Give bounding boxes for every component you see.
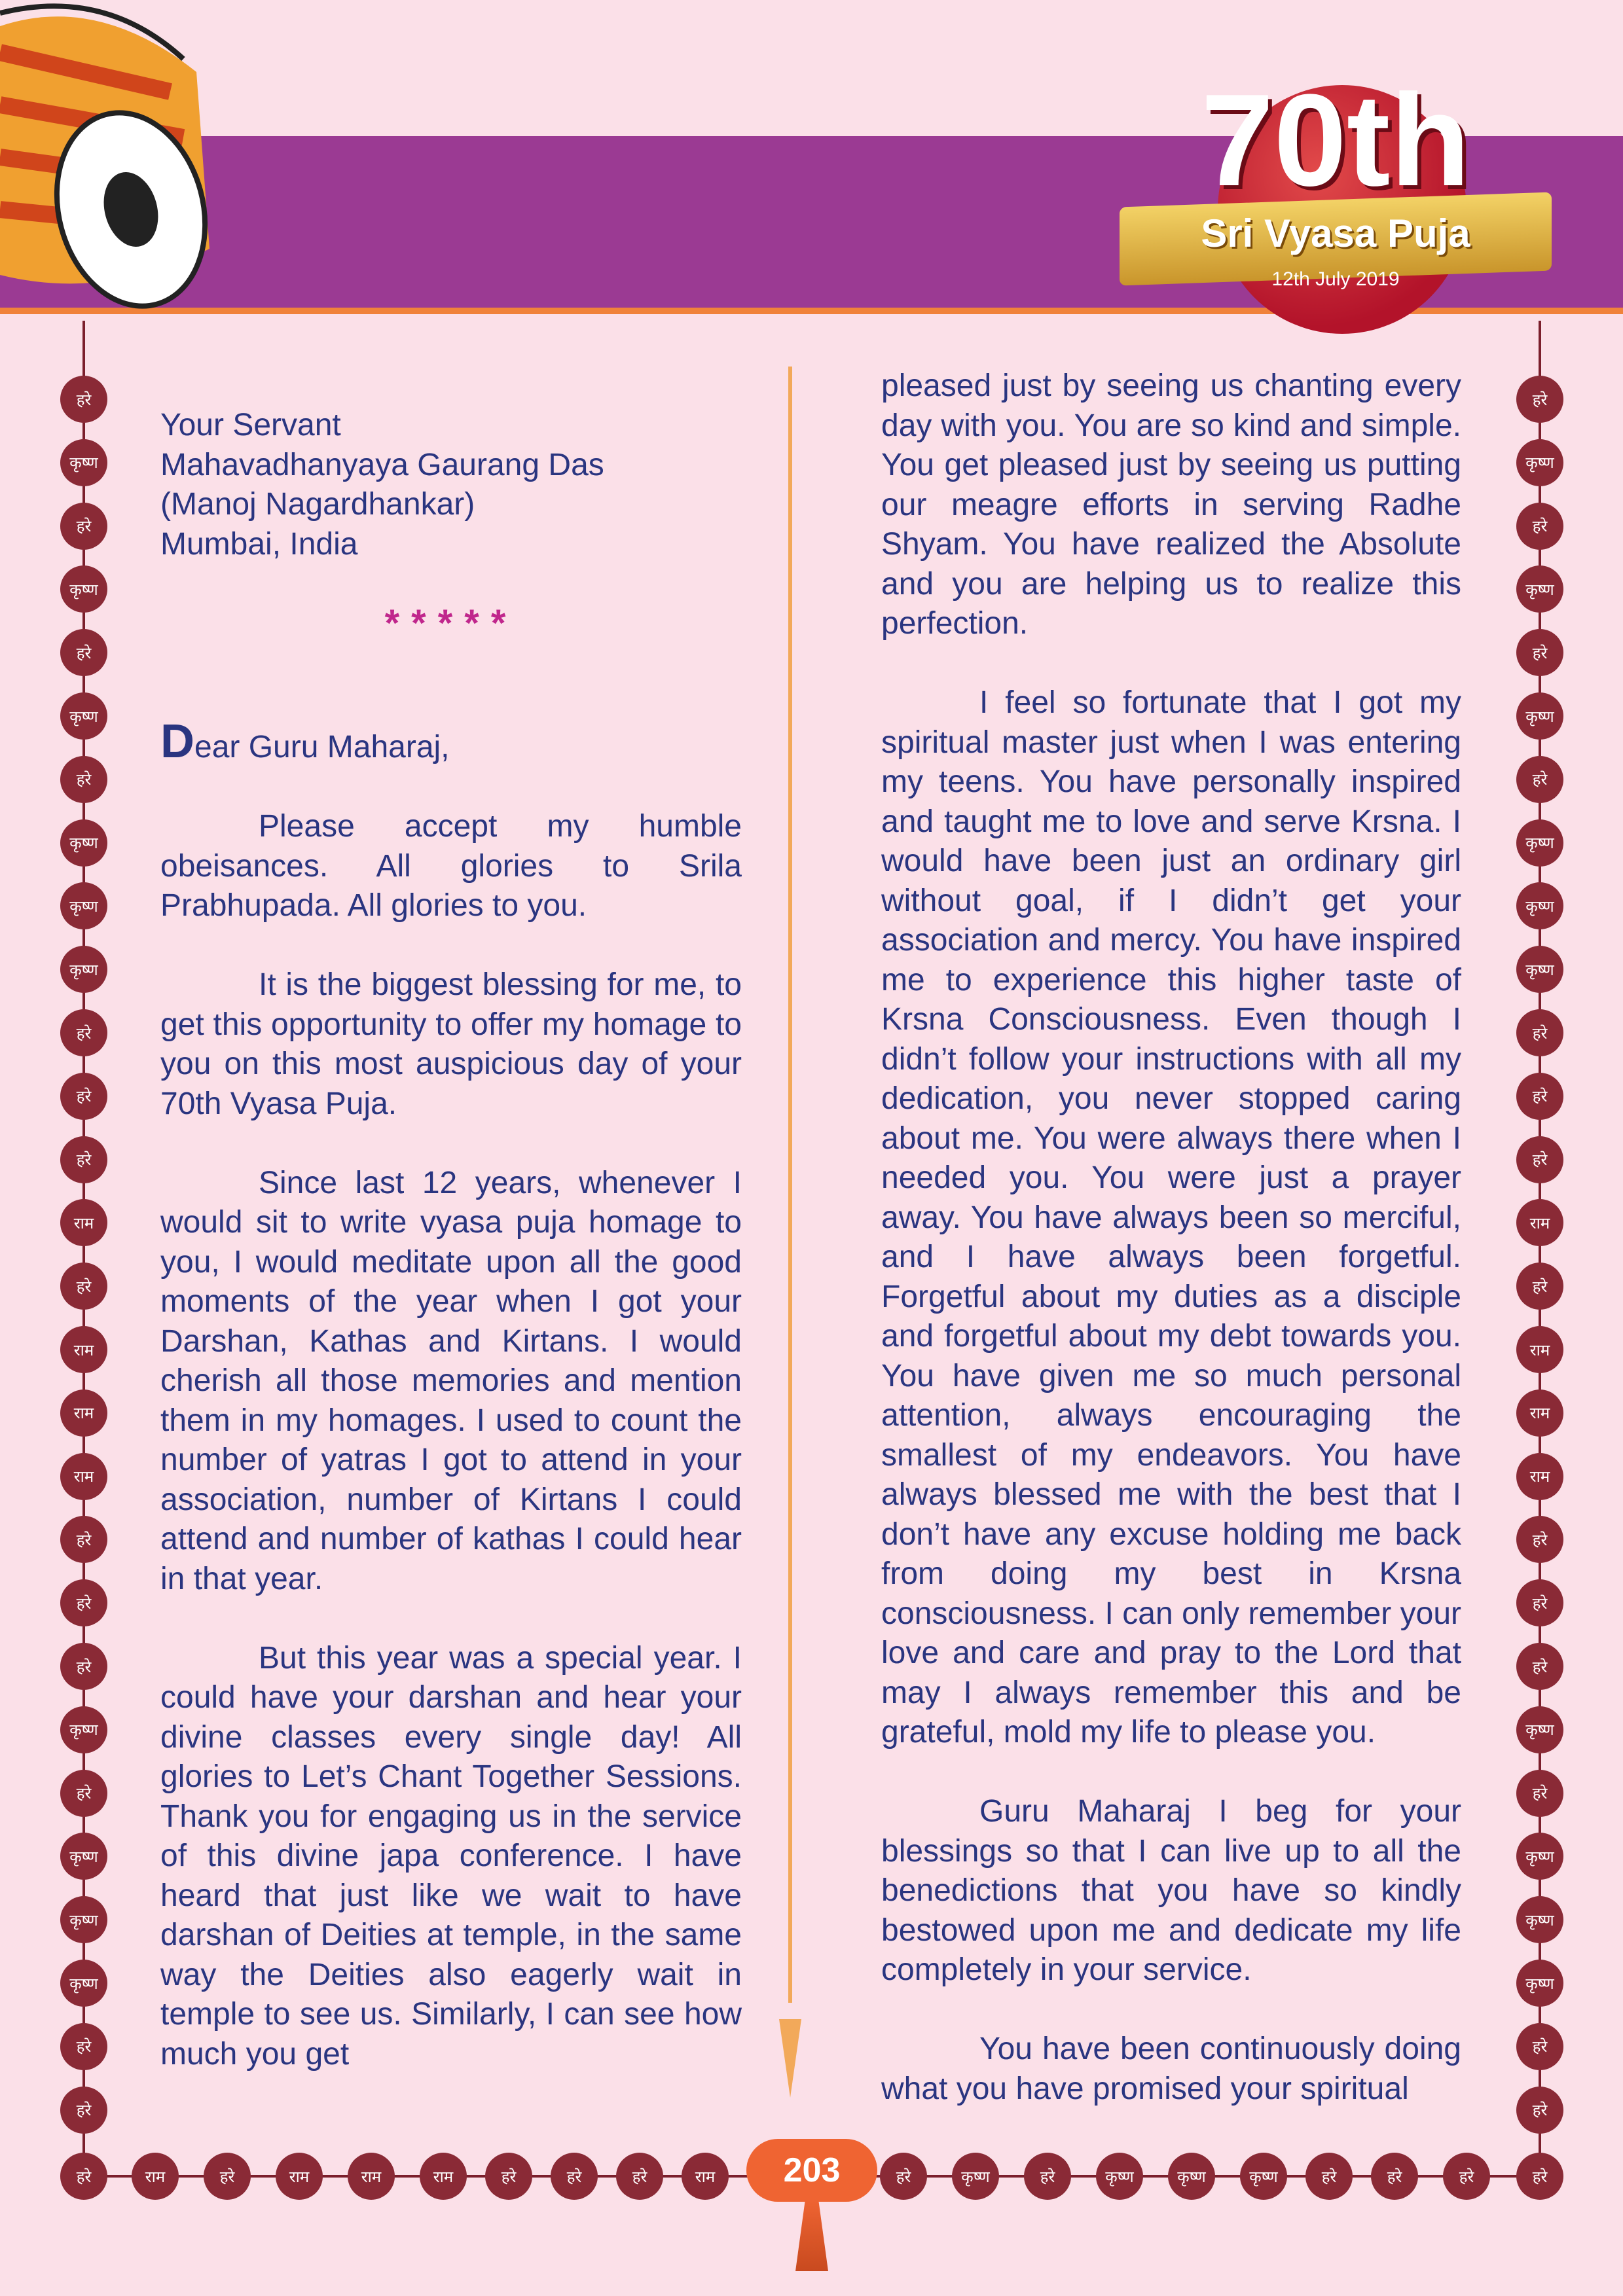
bead-right: हरे [1516, 1009, 1563, 1056]
bead-left: कृष्ण [60, 819, 107, 867]
bead-left: हरे [60, 1579, 107, 1626]
salutation: Dear Guru Maharaj, [160, 715, 450, 768]
bead-bottom: राम [682, 2153, 729, 2200]
bead-bottom: राम [420, 2153, 467, 2200]
bead-left: राम [60, 1199, 107, 1246]
bead-right: हरे [1516, 629, 1563, 676]
bead-bottom: हरे [551, 2153, 598, 2200]
bead-right: हरे [1516, 1136, 1563, 1183]
badge-number: 70th [1201, 67, 1470, 213]
bead-left: कृष्ण [60, 565, 107, 613]
bead-bottom: हरे [1443, 2153, 1490, 2200]
bead-right: हरे [1516, 2023, 1563, 2070]
left-column [160, 406, 742, 2114]
bead-right: कृष्ण [1516, 819, 1563, 867]
paragraph: I feel so fortunate that I got my spiritual master just when I was entering my teens. You have personally inspired and taught me to love and serve Krsna. I would have been just an ordinary girl without goal, if I didn’t get your association and mercy. You have inspired me to experience this higher taste of Krsna Consciousness. Even though I didn’t follow your instructions with all my dedication, you never stopped caring about me. You were always there when I needed you. You were just a prayer away. You have always been so merciful, and I have always been forgetful. Forgetful about my duties as a disciple and forgetful about my debt towards you. You have given me so much personal attention, always encouraging the smallest of my endeavors. You have always blessed me with the best that I don’t have any excuse holding me back from doing my best in Krsna consciousness. I can only remember your love and care and pray to the Lord that may I always remember this and be grateful, mold my life to please you. [881, 685, 1461, 1749]
paragraph-continued: pleased just by seeing us chanting every day with you. You are so kind and simple. You get pleased just by seeing us putting our meagre efforts in serving Radhe Shyam. You have realized the Absolute and you are helping us to realize this perfection. [881, 368, 1461, 641]
right-column [881, 367, 1461, 2149]
bead-right: कृष्ण [1516, 882, 1563, 929]
bead-left: हरे [60, 1516, 107, 1563]
page-number: 203 [746, 2139, 877, 2202]
bead-left: कृष्ण [60, 692, 107, 740]
bead-right: राम [1516, 1326, 1563, 1373]
separator-stars: ***** [384, 601, 518, 645]
bead-left: कृष्ण [60, 1896, 107, 1943]
bead-right: हरे [1516, 376, 1563, 423]
mridanga-drum-icon [0, 0, 275, 314]
bead-right: कृष्ण [1516, 1896, 1563, 1943]
paragraph: Please accept my humble obeisances. All glories to Srila Prabhupada. All glories to you. [160, 809, 742, 923]
bead-left: कृष्ण [60, 1960, 107, 2007]
bead-bottom: हरे [1516, 2153, 1563, 2200]
bead-bottom: राम [276, 2153, 323, 2200]
bead-bottom: कृष्ण [1168, 2153, 1215, 2200]
bead-left: राम [60, 1326, 107, 1373]
signature-block [160, 406, 742, 564]
bead-right: कृष्ण [1516, 439, 1563, 486]
bead-left: हरे [60, 1770, 107, 1817]
bead-right: हरे [1516, 1643, 1563, 1690]
bead-right: कृष्ण [1516, 1706, 1563, 1753]
signature-line: Mumbai, India [160, 526, 358, 562]
bead-left: हरे [60, 1263, 107, 1310]
paragraph: Since last 12 years, whenever I would sit to write vyasa puja homage to you, I would meditate upon all the good moments of the year when I got your Darshan, Kathas and Kirtans. I would cherish all those memories and mention them in my homages. I used to count the number of yatras I got to attend in your association, number of Kirtans I could attend and number of kathas I could hear in that year. [160, 1165, 742, 1596]
bead-right: हरे [1516, 1073, 1563, 1120]
bead-bottom: हरे [485, 2153, 532, 2200]
bead-bottom: कृष्ण [1096, 2153, 1143, 2200]
bead-right: राम [1516, 1199, 1563, 1246]
bead-bottom: राम [132, 2153, 179, 2200]
bead-bottom: हरे [1305, 2153, 1353, 2200]
bead-right: राम [1516, 1390, 1563, 1437]
bead-right: कृष्ण [1516, 946, 1563, 993]
bead-left: हरे [60, 1009, 107, 1056]
bead-right: हरे [1516, 503, 1563, 550]
signature-line: Your Servant [160, 408, 341, 442]
bead-left: हरे [60, 629, 107, 676]
bead-left: हरे [60, 376, 107, 423]
paragraph: But this year was a special year. I could have your darshan and hear your divine classes every single day! All glories to Let’s Chant Together Sessions. Thank you for engaging us in the service of this divine japa conference. I have heard that just like we wait to have darshan of Deities at temple, in the same way the Deities also eagerly wait in temple to see us. Similarly, I can see how much you get [160, 1640, 742, 2072]
bead-left: कृष्ण [60, 1833, 107, 1880]
bead-bottom: कृष्ण [1240, 2153, 1287, 2200]
badge-title: Sri Vyasa Puja [1201, 211, 1470, 255]
bead-left: राम [60, 1390, 107, 1437]
paragraph: Guru Maharaj I beg for your blessings so that I can live up to all the benedictions that you have so kindly bestowed upon me and dedicate my life completely in your service. [881, 1794, 1461, 1987]
bead-bottom: हरे [60, 2153, 107, 2200]
bead-left: कृष्ण [60, 882, 107, 929]
signature-line: Mahavadhanyaya Gaurang Das [160, 447, 604, 482]
bead-left: हरे [60, 1136, 107, 1183]
pendant-icon [779, 2019, 801, 2098]
bead-bottom: हरे [204, 2153, 251, 2200]
badge-date: 12th July 2019 [1271, 268, 1400, 290]
bead-right: हरे [1516, 2087, 1563, 2134]
bead-right: कृष्ण [1516, 692, 1563, 740]
signature-line: (Manoj Nagardhankar) [160, 487, 475, 522]
bead-bottom: कृष्ण [952, 2153, 999, 2200]
bead-bottom: राम [348, 2153, 395, 2200]
bead-right: राम [1516, 1453, 1563, 1500]
bead-left: हरे [60, 756, 107, 803]
bead-left: राम [60, 1453, 107, 1500]
paragraph: You have been continuously doing what you have promised your spiritual [881, 2032, 1461, 2106]
bead-right: हरे [1516, 1770, 1563, 1817]
bead-right: कृष्ण [1516, 1960, 1563, 2007]
drop-cap: D [160, 715, 194, 768]
bead-bottom: हरे [1024, 2153, 1071, 2200]
column-divider [788, 367, 792, 2003]
bead-right: हरे [1516, 1516, 1563, 1563]
bead-bottom: हरे [880, 2153, 927, 2200]
bead-bottom: हरे [616, 2153, 663, 2200]
bead-left: हरे [60, 1073, 107, 1120]
bead-left: हरे [60, 2087, 107, 2134]
bead-right: हरे [1516, 1263, 1563, 1310]
bead-right: कृष्ण [1516, 565, 1563, 613]
bead-left: हरे [60, 503, 107, 550]
anniversary-badge [1106, 59, 1565, 340]
bead-left: कृष्ण [60, 946, 107, 993]
bead-left: कृष्ण [60, 439, 107, 486]
bead-bottom: हरे [1371, 2153, 1418, 2200]
bead-right: हरे [1516, 756, 1563, 803]
bead-right: कृष्ण [1516, 1833, 1563, 1880]
paragraph: It is the biggest blessing for me, to get this opportunity to offer my homage to you on this most auspicious day of your 70th Vyasa Puja. [160, 967, 742, 1121]
tassel-icon [795, 2199, 828, 2271]
bead-left: हरे [60, 1643, 107, 1690]
bead-left: कृष्ण [60, 1706, 107, 1753]
bead-left: हरे [60, 2023, 107, 2070]
bead-right: हरे [1516, 1579, 1563, 1626]
